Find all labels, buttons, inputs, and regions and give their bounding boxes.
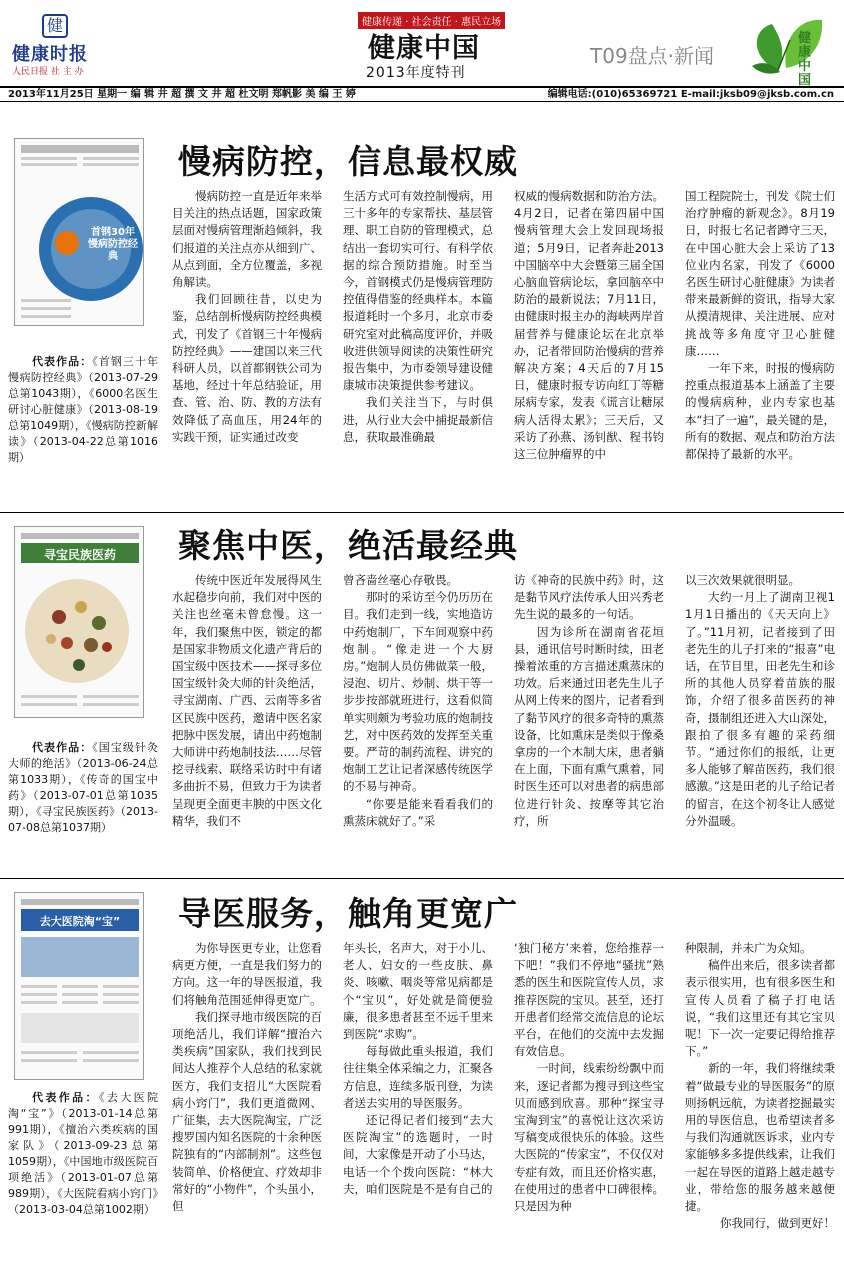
body-column-1 [172,572,322,868]
section-headline: 慢病防控，信息最权威 [178,142,518,181]
masthead [0,0,844,86]
body-column-2 [343,940,493,1280]
section-divider [0,878,844,879]
special-issue-subtitle: 2013年度特刊 [366,65,466,81]
body-column-2 [343,188,493,500]
thumbnail-title: 首钢30年 慢病防控经典 [88,227,138,262]
article-paragraph: 我们探寻地市级医院的百项绝活儿，我们详解“擅治六类疾病”国家队，我们找到民间达人推荐个人总结的私家就医方，我们支招儿“大医院看病小窍门”，我们更道微网、广征集，去大医院淘宝，广泛搜罗国内知名医院的十余种医院独有的“内部制剂”。这些包装简单、价格便宜、疗效却非常好的“小物件”，个头虽小，但 [172,1009,322,1214]
body-column-3 [514,188,664,500]
newspaper-logo[interactable] [12,14,92,80]
info-bar [0,86,844,102]
section-headline: 导医服务，触角更宽广 [178,894,518,933]
article-paragraph: “你要是能来看看我们的熏蒸床就好了。”采 [343,796,493,828]
article-paragraph: 访《神奇的民族中药》时，这是黏节风疗法传承人田兴秀老先生说的最多的一句话。 [514,573,664,622]
article-paragraph: 传统中医近年发展得风生水起稳步向前，我们对中医的关注也丝毫未曾怠慢。这一年，我们聚焦中医，锁定的都是国家非物质文化遗产背后的国宝级中医技术——探寻多位国宝级针灸大师的针灸绝活，寻宝湖南、广西、云南等多省区民族中医药，邀请中医名家把脉中医发展，请出中药炮制大师讲中药炮制技法……尽管挖寻线索、联络采访时中有诸多曲折不易，但致力于为读者呈现更全面更丰腴的中医文化精华，我们不 [172,573,322,828]
right-logo-text: 健康中国 [798,31,812,88]
section-divider [0,512,844,513]
body-column-3 [514,940,664,1280]
article-paragraph: 年头长，名声大，对于小儿、老人、妇女的一些皮肤、鼻炎、咳嗽、咽炎等常见病都是个“宝贝”，好处就是简便验廉，很多患者甚至不远千里来到医院“求购”。 [343,941,493,1042]
logo-subtitle: 人民日报 社 主 办 [12,67,84,77]
section-headline: 聚焦中医，绝活最经典 [178,526,518,565]
article-paragraph: 新的一年，我们将继续秉着“做最专业的导医服务”的原则扬帆远航，为读者挖掘最实用的导医信息，也希望读者多与我们沟通就医诉求，业内专家能够多多提供线索，让我们一起在导医的道路上越走越专业，带给您的服务越来越便捷。 [685,1061,835,1214]
article-paragraph: 你我同行，做到更好！ [720,1216,835,1231]
editor-contact: 编辑电话:(010)65369721 E-mail:jksb09@jksb.com.cn [547,89,834,100]
thumbnail-title: 寻宝民族医药 [43,548,116,562]
caption-text: 《首钢三十年慢病防控经典》（2013-07-29总第1043期），《6000名医生研讨心脏健康》（2013-08-19总第1049期），《慢病防控新解读》（2013-04-22总第1016期） [8,355,158,464]
article-paragraph: 一时间，线索纷纷飘中而来，逐记者都为搜寻到这些宝贝而感到欣喜。那种“探宝寻宝淘到宝”的喜悦让这次采访写稿变成很快乐的体验。这些大医院的“传家宝”，不仅仅对专症有效，而且还价格实惠，在使用过的患者中口碑很棒。只是因为种 [514,1061,664,1214]
issue-date-editors: 2013年11月25日 星期一 编 辑 井 超 撰 文 井 超 杜文明 郑帆影 美 编 王 婷 [8,89,356,100]
article-paragraph: 权威的慢病数据和防治方法。4月2日，记者在第四届中国慢病管理大会上发回现场报道；5月9日，记者奔赴2013中国脑卒中大会暨第三届全国心脑血管病论坛，拿回脑卒中防治的最新说法；7月11日，由健康时报主办的海峡两岸首届营养与健康论坛在北京举办，记者带回防治慢病的营养解决方案；4天后的7月15日，健康时报专访向红丁等糖尿病专家，发表《谎言让糖尿病人活得太累》；三天后，又采访了孙燕、汤钊猷、程书钧这三位肿瘤界的中 [514,189,664,462]
article-paragraph: 以三次效果就很明显。 [685,573,800,587]
article-paragraph: 国工程院院士，刊发《院士们治疗肿瘤的新观念》。8月19日，时报七名记者蹲守三天，在中国心脏大会上采访了13位业内名家，刊发了《6000名医生研讨心脏健康》为读者带来最新鲜的资讯，指导大家从摸清规律、关注进展、应对挑战等多角度守卫心脏健康…… [685,189,835,358]
leaf-icon [742,10,834,82]
article-paragraph: 那时的采访至今仍历历在目。我们走到一线，实地造访中药炮制厂，下车间观察中药炮制。“像走进一个大厨房。”炮制人员仿佛做菜一般，浸泡、切片、炒制、烘干等一步步按部就班进行，这看似简单实则颇为考验功底的炮制技艺，对中医药效的发挥至关重要。严苛的制药流程、讲究的炮制工艺让记者深感传统医学的不易与神奇。 [343,590,493,794]
body-column-2 [343,572,493,868]
page-label: T09盘点·新闻 [590,44,715,68]
body-column-1 [172,188,322,500]
article-paragraph: 生活方式可有效控制慢病，用三十多年的专家帮扶、基层管理、职工自防的管理模式，总结出一套切实可行、有科学依据的综合预防措施。时至当今，首钢模式仍是慢病管理防控值得借鉴的经典样本。本篇报道耗时一个多月，北京市委研究室对此稿高度评价，并吸收进供领导阅读的决策性研究报告集中，为市委领导建设健康城市决策提供参考建议。 [343,189,493,393]
article-paragraph: 稿件出来后，很多读者都表示很实用，也有很多医生和宣传人员看了稿子打电话说，“我们这里还有其它宝贝呢！下一次一定要记得给推荐下。” [685,958,835,1059]
representative-works [8,740,158,836]
caption-label: 代表作品： [32,355,93,368]
caption-label: 代表作品： [32,1091,99,1104]
article-paragraph: 我们回顾往昔，以史为鉴，总结剖析慢病防控经典模式，刊发了《首钢三十年慢病防控经典》——建国以来三代科研人员，以首都钢铁公司为基地，经过十年总结验证，用查、管、治、防、教的方法有效降低了高血压，用24年的实践干预，证实通过改变 [172,292,322,444]
article-paragraph: 种限制，并未广为众知。 [685,941,812,955]
slogan-banner: 健康传递 · 社会责任 · 惠民立场 [358,12,505,29]
logo-emblem-icon: 健 [42,14,68,38]
article-paragraph: ‘独门秘方’来着，您给推荐一下吧！”我们不停地“骚扰”熟悉的医生和医院宣传人员，求推荐医院的宝贝。甚至，还打开患者们经常交流信息的论坛平台，在他们的交流中去发掘有效信息。 [514,941,664,1059]
article-paragraph: 大约一月上了湖南卫视11月1日播出的《天天向上》了。”11月初，记者接到了田老先生的儿子打来的“报喜”电话，在节目里，田老先生和诊所的其他人员穿着苗族的服饰，介绍了很多苗医药的神奇，摄制组还进入大山深处，跟拍了很多有趣的采药细节。“通过你们的报纸，让更多人能够了解苗医药，我们很感激。”这是田老的儿子给记者的留言，在这个初冬让人感觉分外温暖。 [685,590,835,828]
article-paragraph: 我们关注当下，与时俱进，从行业大会中捕捉最新信息，获取最准确最 [343,395,493,444]
article-thumbnail[interactable] [14,892,144,1080]
caption-text: 《去大医院淘“宝”》（2013-01-14总第991期），《擅治六类疾病的国家队》（2013-09-23总第1059期），《中国地市级医院百项绝活》（2013-01-07总第989期），《大医院看病小窍门》（2013-03-04总第1002期） [8,1091,159,1216]
article-paragraph: 因为诊所在湖南省花垣县，通讯信号时断时续，田老操着浓重的方言描述熏蒸床的功效。后来通过田老先生儿子从网上传来的图片，记者看到了黏节风疗的很多奇特的熏蒸设备，比如熏床是类似于像桑拿房的一个木制大床，患者躺在上面，下面有熏气熏着，同时医生还可以对患者的病患部位进行针灸、按摩等其它治疗，所 [514,624,664,828]
body-column-4 [685,572,835,868]
representative-works [8,1090,158,1218]
body-column-4 [685,940,835,1280]
section-chronic-disease [0,102,844,510]
caption-text: 《国宝级针灸大师的绝活》（2013-06-24总第1033期），《传奇的国宝中药》（2013-07-01总第1035期），《寻宝民族医药》（2013-07-08总第1037期） [8,741,158,834]
caption-label: 代表作品： [32,741,93,754]
body-column-4 [685,188,835,500]
article-paragraph: 曾吝啬丝毫心存敬畏。 [343,573,458,587]
representative-works [8,354,158,466]
article-paragraph: 一年下来，时报的慢病防控重点报道基本上涵盖了主要的慢病病种，业内专家也基本“扫了一遍”，最关键的是，所有的数据、观点和防治方法都保持了最新的水平。 [685,361,835,462]
logo-name: 健康时报 [12,44,88,65]
article-paragraph: 为你导医更专业，让您看病更方便，一直是我们努力的方向。这一年的导医报道，我们将触角范围延伸得更宽广。 [172,941,322,1007]
thumbnail-title: 去大医院淘“宝” [39,915,121,928]
section-medical-guide [0,880,844,1284]
section-tcm [0,514,844,876]
article-paragraph: 还记得记者们接到“去大医院淘宝”的选题时，一时间，大家像是开动了小马达，电话一个个拨向医院：“林大夫，咱们医院是不是有自己的 [343,1113,493,1196]
article-paragraph: 慢病防控一直是近年来举目关注的热点话题，国家政策层面对慢病管理渐趋倾斜，我们报道的关注点亦从细到广、从点到面，全方位覆盖，多视角解读。 [172,189,322,290]
special-issue-title: 健康中国 [368,33,480,64]
body-column-3 [514,572,664,868]
body-column-1 [172,940,322,1280]
article-thumbnail[interactable] [14,138,144,326]
article-thumbnail[interactable] [14,526,144,718]
health-china-leaf-logo [742,10,834,88]
article-paragraph: 每每做此重头报道，我们往往集全体采编之力，汇聚各方信息，连续多版刊登，为读者送去实用的导医服务。 [343,1044,493,1110]
